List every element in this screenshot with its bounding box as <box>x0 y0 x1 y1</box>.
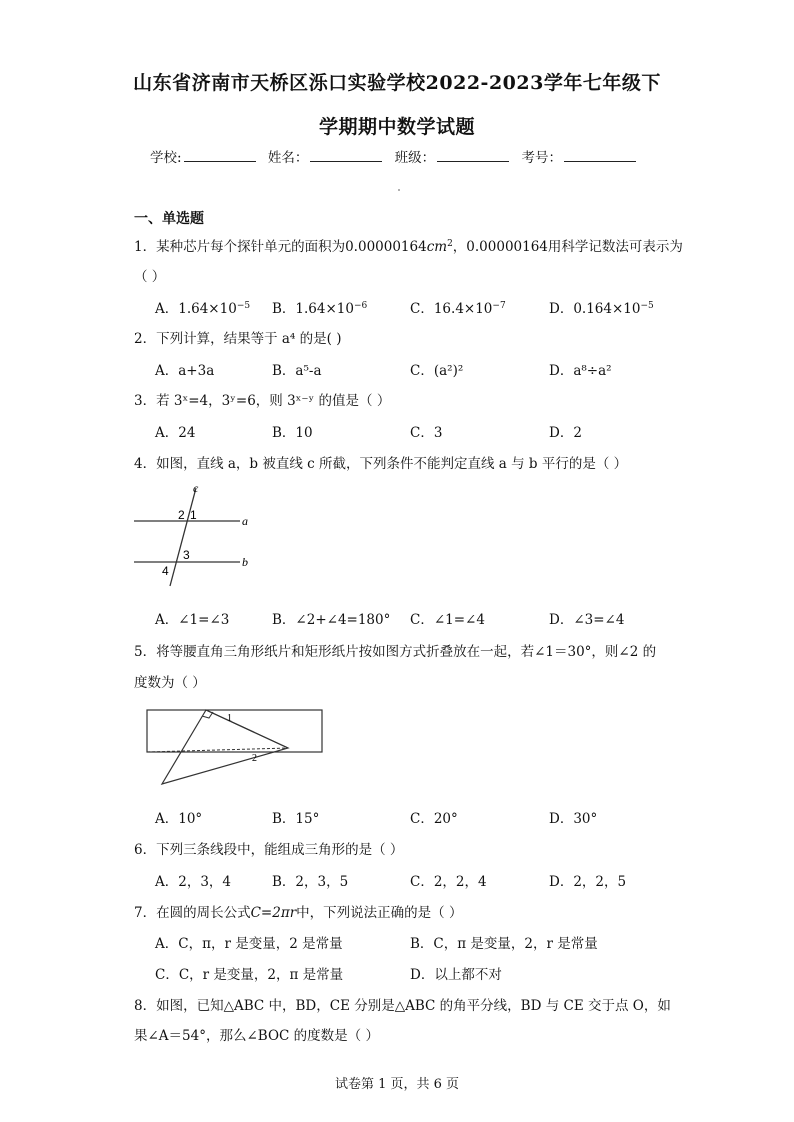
q6-option-d[interactable]: D．2，2，5 <box>549 874 627 890</box>
question-1-stem <box>134 235 683 255</box>
formula: C=2πr <box>250 905 297 921</box>
label-b: b <box>242 555 248 569</box>
page-footer: 试卷第 1 页，共 6 页 <box>334 1077 460 1092</box>
question-8-stem-line-2: 果∠A＝54°，那么∠BOC 的度数是（ ） <box>134 1028 379 1044</box>
triangle-edge <box>206 710 288 748</box>
label-angle-2: 2 <box>178 508 185 522</box>
q1-option-b[interactable]: B．$1.64\times 10^{-6}$ <box>272 301 368 317</box>
question-text: 某种芯片每个探针单元的面积为0.00000164 <box>156 239 427 255</box>
q3-option-b[interactable]: B．10 <box>272 425 313 441</box>
q3-option-a[interactable]: A．24 <box>155 425 196 441</box>
q7-option-a[interactable]: A．C，π，r 是变量，2 是常量 <box>155 936 343 952</box>
student-info-line <box>0 146 794 166</box>
q2-option-a[interactable]: A．a+3a <box>155 363 215 379</box>
q6-option-c[interactable]: C．2，2，4 <box>410 874 487 890</box>
label-angle-3: 3 <box>183 548 190 562</box>
q2-option-c[interactable]: C．(a²)² <box>410 363 464 379</box>
title-line-1: 山东省济南市天桥区泺口实验学校2022-2023学年七年级下 <box>133 72 661 94</box>
rectangle-paper <box>147 710 322 752</box>
q7-option-d[interactable]: D．以上都不对 <box>410 967 502 983</box>
q5-option-b[interactable]: B．15° <box>272 811 320 827</box>
q5-option-a[interactable]: A．10° <box>155 811 203 827</box>
folded-triangle-figure <box>146 706 326 788</box>
q4-option-c[interactable]: C．∠1=∠4 <box>410 612 485 628</box>
q7-option-b[interactable]: B．C，π 是变量，2，r 是常量 <box>410 936 598 952</box>
school-label: 学校: <box>150 150 182 166</box>
q3-option-d[interactable]: D．2 <box>549 425 582 441</box>
section-heading: 一、单选题 <box>134 211 204 227</box>
q2-option-b[interactable]: B．a⁵-a <box>272 363 322 379</box>
label-a: a <box>242 514 248 528</box>
class-field[interactable] <box>437 149 509 162</box>
question-2-stem: 2．下列计算，结果等于 a⁴ 的是( ) <box>134 331 342 347</box>
label-c: c <box>193 481 199 495</box>
label-angle-2: 2 <box>252 753 257 764</box>
title-line-2: 学期期中数学试题 <box>318 116 475 138</box>
number-field[interactable] <box>564 149 636 162</box>
question-4-stem: 4．如图，直线 a，b 被直线 c 所截，下列条件不能判定直线 a 与 b 平行的是（ ） <box>134 456 628 472</box>
question-7-stem: 7．在圆的周长公式C=2πr中，下列说法正确的是（ ） <box>134 905 463 921</box>
q7-option-c[interactable]: C．C，r 是变量，2，π 是常量 <box>155 967 344 983</box>
name-field[interactable] <box>310 149 382 162</box>
question-6-stem: 6．下列三条线段中，能组成三角形的是（ ） <box>134 842 404 858</box>
q4-option-d[interactable]: D．∠3=∠4 <box>549 612 625 628</box>
q5-option-c[interactable]: C．20° <box>410 811 458 827</box>
school-field[interactable] <box>184 149 256 162</box>
q3-option-c[interactable]: C．3 <box>410 425 443 441</box>
q1-option-a[interactable]: A．$1.64\times 10^{-5}$ <box>155 301 251 317</box>
q4-option-b[interactable]: B．∠2+∠4=180° <box>272 612 391 628</box>
name-label: 姓名： <box>267 150 309 166</box>
question-3-stem: 3．若 3ˣ=4，3ʸ=6，则 3ˣ⁻ʸ 的值是（ ） <box>134 393 391 409</box>
q6-option-a[interactable]: A．2，3，4 <box>155 874 232 890</box>
line-c <box>170 488 196 586</box>
q4-option-a[interactable]: A．∠1=∠3 <box>155 612 230 628</box>
number-label: 考号： <box>521 150 562 166</box>
parallel-lines-figure <box>130 482 260 594</box>
unit-exponent: 2 <box>447 239 453 249</box>
question-text: ，0.00000164用科学记数法可表示为 <box>452 239 683 255</box>
q1-option-c[interactable]: C．$16.4\times 10^{-7}$ <box>410 301 506 317</box>
question-5-stem-line-2: 度数为（ ） <box>134 675 206 691</box>
label-angle-4: 4 <box>162 564 169 578</box>
class-label: 班级： <box>394 150 436 166</box>
question-1-paren: （ ） <box>134 269 166 285</box>
stray-dot <box>398 189 400 191</box>
q5-option-d[interactable]: D．30° <box>549 811 598 827</box>
question-number: 1． <box>134 239 157 255</box>
unit-text: cm <box>426 239 448 255</box>
q1-option-d[interactable]: D．$0.164\times 10^{-5}$ <box>549 301 654 317</box>
label-angle-1: 1 <box>227 713 232 724</box>
question-5-stem-line-1: 5．将等腰直角三角形纸片和矩形纸片按如图方式折叠放在一起，若∠1＝30°，则∠2 的 <box>134 644 657 660</box>
triangle-paper <box>162 710 288 784</box>
question-8-stem-line-1: 8．如图，已知△ABC 中，BD，CE 分别是△ABC 的角平分线，BD 与 CE 交于点 O，如 <box>134 998 671 1014</box>
q6-option-b[interactable]: B．2，3，5 <box>272 874 349 890</box>
label-angle-1: 1 <box>190 508 197 522</box>
q2-option-d[interactable]: D．a⁸÷a² <box>549 363 612 379</box>
